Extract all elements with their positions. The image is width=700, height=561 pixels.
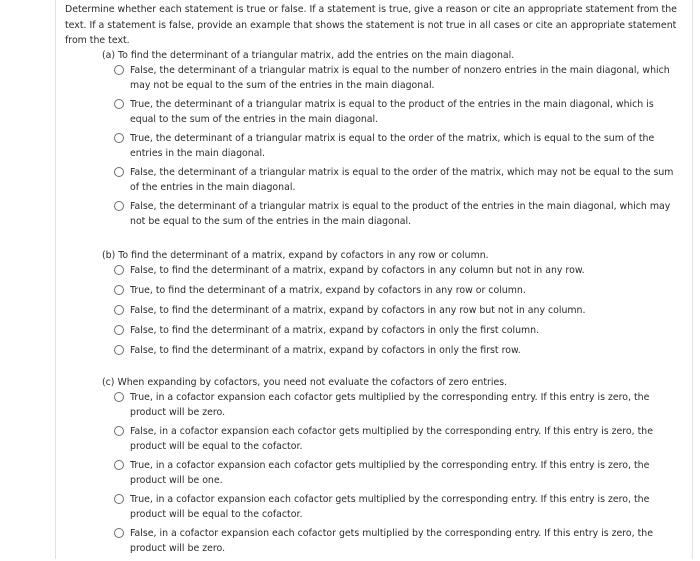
option-text: False, the determinant of a triangular matrix is equal to the order of the matrix, which may not be equal to the sum of the entries in the main diagonal. xyxy=(130,167,674,193)
option-text: False, the determinant of a triangular matrix is equal to the product of the entries in the main diagonal, which may not be equal to the sum of the entries in the main diagonal. xyxy=(130,201,671,227)
radio-button[interactable] xyxy=(114,285,124,295)
radio-button[interactable] xyxy=(114,325,124,335)
question-c-option-2[interactable] xyxy=(114,425,677,454)
question-b-option-4[interactable] xyxy=(114,324,677,339)
option-text: False, to find the determinant of a matrix, expand by cofactors in any row but not in any column. xyxy=(130,305,586,316)
radio-button[interactable] xyxy=(114,494,124,504)
option-text: True, the determinant of a triangular matrix is equal to the product of the entries in the main diagonal, which is equal to the sum of the entries in the main diagonal. xyxy=(130,99,654,125)
radio-button[interactable] xyxy=(114,133,124,143)
instructions-text: Determine whether each statement is true or false. If a statement is true, give a reason or cite an appropriate statement from the text. If a statement is false, provide an example that shows the statement is not true in all cases or cite an appropriate statement from the text. xyxy=(65,4,677,46)
radio-button[interactable] xyxy=(114,65,124,75)
question-c-option-1[interactable] xyxy=(114,391,677,420)
radio-button[interactable] xyxy=(114,99,124,109)
radio-button[interactable] xyxy=(114,426,124,436)
radio-button[interactable] xyxy=(114,460,124,470)
question-b xyxy=(102,249,677,364)
question-b-option-5[interactable] xyxy=(114,344,677,359)
option-text: True, the determinant of a triangular matrix is equal to the order of the matrix, which is equal to the sum of the entries in the main diagonal. xyxy=(130,133,655,159)
question-a-option-2[interactable] xyxy=(114,98,677,127)
question-c-option-5[interactable] xyxy=(114,527,677,556)
question-a xyxy=(102,49,677,234)
question-b-option-3[interactable] xyxy=(114,304,677,319)
question-c xyxy=(102,376,677,561)
option-text: False, the determinant of a triangular matrix is equal to the number of nonzero entries in the main diagonal, which may not be equal to the sum of the entries in the main diagonal. xyxy=(130,65,670,91)
radio-button[interactable] xyxy=(114,167,124,177)
question-a-option-4[interactable] xyxy=(114,166,677,195)
radio-button[interactable] xyxy=(114,265,124,275)
question-a-option-3[interactable] xyxy=(114,132,677,161)
question-a-label: (a) To find the determinant of a triangular matrix, add the entries on the main diagonal. xyxy=(102,50,515,61)
question-panel xyxy=(55,0,693,559)
question-c-label: (c) When expanding by cofactors, you need not evaluate the cofactors of zero entries. xyxy=(102,377,508,388)
option-text: False, in a cofactor expansion each cofactor gets multiplied by the corresponding entry. If this entry is zero, the product will be equal to the cofactor. xyxy=(130,426,653,452)
option-text: True, to find the determinant of a matrix, expand by cofactors in any row or column. xyxy=(130,285,526,296)
option-text: True, in a cofactor expansion each cofactor gets multiplied by the corresponding entry. If this entry is zero, the product will be zero. xyxy=(130,392,650,418)
question-b-label: (b) To find the determinant of a matrix, expand by cofactors in any row or column. xyxy=(102,250,489,261)
option-text: True, in a cofactor expansion each cofactor gets multiplied by the corresponding entry. If this entry is zero, the product will be equal to the cofactor. xyxy=(130,494,650,520)
question-c-option-4[interactable] xyxy=(114,493,677,522)
radio-button[interactable] xyxy=(114,392,124,402)
radio-button[interactable] xyxy=(114,345,124,355)
radio-button[interactable] xyxy=(114,201,124,211)
option-text: True, in a cofactor expansion each cofactor gets multiplied by the corresponding entry. If this entry is zero, the product will be one. xyxy=(130,460,650,486)
question-b-option-2[interactable] xyxy=(114,284,677,299)
question-c-option-3[interactable] xyxy=(114,459,677,488)
option-text: False, to find the determinant of a matrix, expand by cofactors in any column but not in any row. xyxy=(130,265,585,276)
option-text: False, to find the determinant of a matrix, expand by cofactors in only the first row. xyxy=(130,345,521,356)
question-a-option-1[interactable] xyxy=(114,64,677,93)
option-text: False, to find the determinant of a matrix, expand by cofactors in only the first column. xyxy=(130,325,540,336)
option-text: False, in a cofactor expansion each cofactor gets multiplied by the corresponding entry. If this entry is zero, the product will be zero. xyxy=(130,528,653,554)
radio-button[interactable] xyxy=(114,305,124,315)
question-a-option-5[interactable] xyxy=(114,200,677,229)
question-b-option-1[interactable] xyxy=(114,264,677,279)
radio-button[interactable] xyxy=(114,528,124,538)
